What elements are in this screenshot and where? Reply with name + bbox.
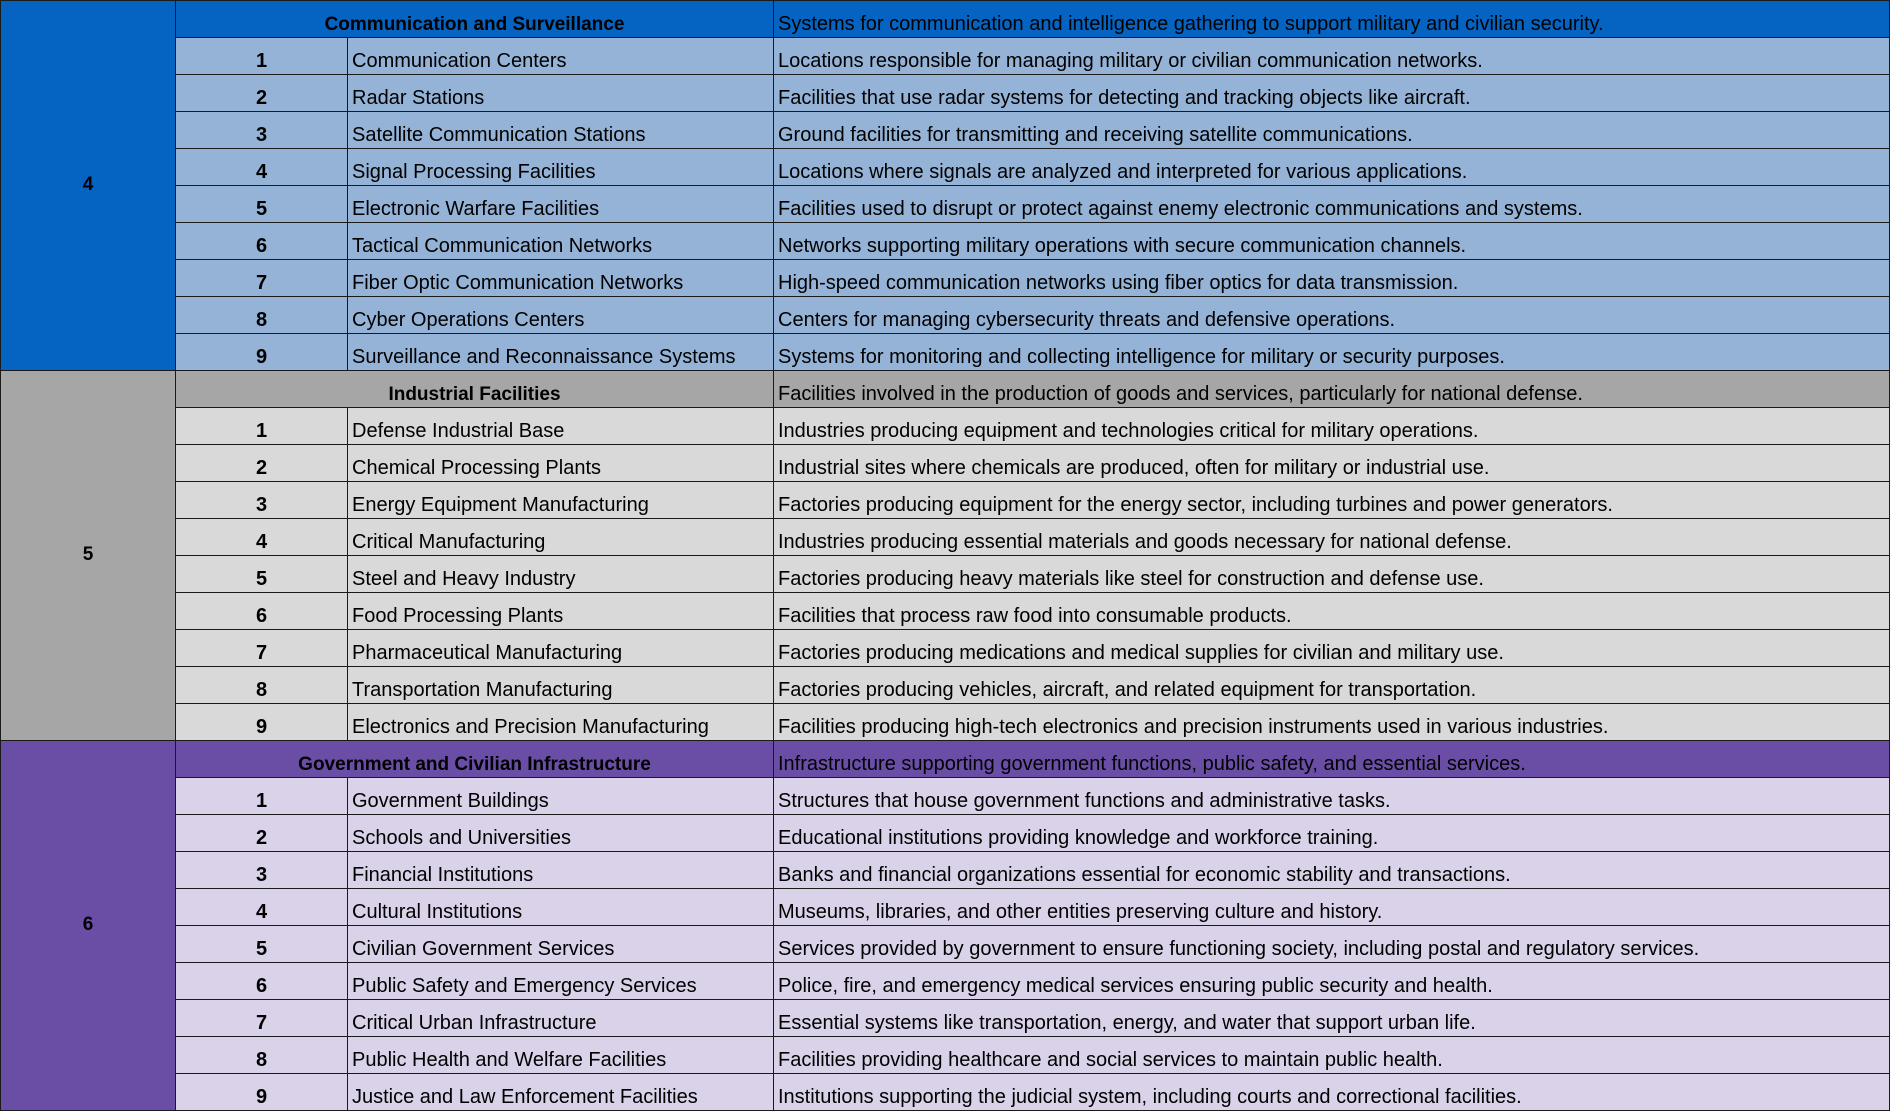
item-name-cell[interactable]: Public Health and Welfare Facilities	[348, 1037, 774, 1074]
item-name-cell[interactable]: Signal Processing Facilities	[348, 149, 774, 186]
group-id-cell[interactable]: 5	[1, 371, 176, 741]
item-description-cell[interactable]: Institutions supporting the judicial system, including courts and correctional facilities.	[774, 1074, 1890, 1111]
item-number-cell[interactable]: 9	[176, 704, 348, 741]
item-description-cell[interactable]: Centers for managing cybersecurity threats and defensive operations.	[774, 297, 1890, 334]
table-row	[1, 482, 1890, 519]
item-description-cell[interactable]: Locations responsible for managing military or civilian communication networks.	[774, 38, 1890, 75]
item-name-cell[interactable]: Transportation Manufacturing	[348, 667, 774, 704]
item-name-cell[interactable]: Public Safety and Emergency Services	[348, 963, 774, 1000]
item-description-cell[interactable]: Facilities used to disrupt or protect against enemy electronic communications and systems.	[774, 186, 1890, 223]
item-name-cell[interactable]: Critical Manufacturing	[348, 519, 774, 556]
group-description-cell[interactable]: Facilities involved in the production of goods and services, particularly for national defense.	[774, 371, 1890, 408]
table-row	[1, 1000, 1890, 1037]
item-number-cell[interactable]: 4	[176, 889, 348, 926]
item-number-cell[interactable]: 8	[176, 297, 348, 334]
item-number-cell[interactable]: 7	[176, 630, 348, 667]
table-row	[1, 38, 1890, 75]
table-row	[1, 556, 1890, 593]
table-row	[1, 223, 1890, 260]
group-id-cell[interactable]: 4	[1, 1, 176, 371]
group-description-cell[interactable]: Infrastructure supporting government functions, public safety, and essential services.	[774, 741, 1890, 778]
group-description-cell[interactable]: Systems for communication and intelligence gathering to support military and civilian security.	[774, 1, 1890, 38]
item-description-cell[interactable]: Industries producing essential materials and goods necessary for national defense.	[774, 519, 1890, 556]
item-number-cell[interactable]: 2	[176, 75, 348, 112]
item-name-cell[interactable]: Energy Equipment Manufacturing	[348, 482, 774, 519]
table-row	[1, 519, 1890, 556]
item-description-cell[interactable]: Systems for monitoring and collecting intelligence for military or security purposes.	[774, 334, 1890, 371]
item-name-cell[interactable]: Schools and Universities	[348, 815, 774, 852]
item-number-cell[interactable]: 6	[176, 963, 348, 1000]
table-row	[1, 593, 1890, 630]
table-row	[1, 630, 1890, 667]
item-description-cell[interactable]: Factories producing heavy materials like steel for construction and defense use.	[774, 556, 1890, 593]
table-row	[1, 1074, 1890, 1111]
table-row	[1, 704, 1890, 741]
item-description-cell[interactable]: Facilities producing high-tech electronics and precision instruments used in various industries.	[774, 704, 1890, 741]
item-description-cell[interactable]: Ground facilities for transmitting and receiving satellite communications.	[774, 112, 1890, 149]
item-number-cell[interactable]: 1	[176, 778, 348, 815]
item-description-cell[interactable]: Educational institutions providing knowledge and workforce training.	[774, 815, 1890, 852]
item-name-cell[interactable]: Surveillance and Reconnaissance Systems	[348, 334, 774, 371]
item-description-cell[interactable]: Factories producing vehicles, aircraft, and related equipment for transportation.	[774, 667, 1890, 704]
item-description-cell[interactable]: Factories producing equipment for the energy sector, including turbines and power generators.	[774, 482, 1890, 519]
item-number-cell[interactable]: 7	[176, 260, 348, 297]
table-row	[1, 186, 1890, 223]
item-name-cell[interactable]: Fiber Optic Communication Networks	[348, 260, 774, 297]
item-number-cell[interactable]: 6	[176, 593, 348, 630]
item-name-cell[interactable]: Financial Institutions	[348, 852, 774, 889]
item-number-cell[interactable]: 7	[176, 1000, 348, 1037]
item-number-cell[interactable]: 6	[176, 223, 348, 260]
table-row	[1, 149, 1890, 186]
item-number-cell[interactable]: 8	[176, 667, 348, 704]
item-number-cell[interactable]: 9	[176, 334, 348, 371]
table-row	[1, 926, 1890, 963]
item-description-cell[interactable]: Structures that house government functions and administrative tasks.	[774, 778, 1890, 815]
group-title-cell[interactable]: Industrial Facilities	[176, 371, 774, 408]
table-row	[1, 852, 1890, 889]
item-description-cell[interactable]: Facilities that use radar systems for detecting and tracking objects like aircraft.	[774, 75, 1890, 112]
item-number-cell[interactable]: 9	[176, 1074, 348, 1111]
item-name-cell[interactable]: Government Buildings	[348, 778, 774, 815]
group-header-row	[1, 1, 1890, 38]
item-number-cell[interactable]: 1	[176, 408, 348, 445]
item-name-cell[interactable]: Cultural Institutions	[348, 889, 774, 926]
item-name-cell[interactable]: Electronic Warfare Facilities	[348, 186, 774, 223]
table-row	[1, 667, 1890, 704]
item-name-cell[interactable]: Cyber Operations Centers	[348, 297, 774, 334]
table-row	[1, 1037, 1890, 1074]
item-name-cell[interactable]: Tactical Communication Networks	[348, 223, 774, 260]
item-description-cell[interactable]: High-speed communication networks using fiber optics for data transmission.	[774, 260, 1890, 297]
item-description-cell[interactable]: Facilities providing healthcare and social services to maintain public health.	[774, 1037, 1890, 1074]
item-name-cell[interactable]: Justice and Law Enforcement Facilities	[348, 1074, 774, 1111]
table-row	[1, 963, 1890, 1000]
item-number-cell[interactable]: 4	[176, 519, 348, 556]
item-number-cell[interactable]: 4	[176, 149, 348, 186]
item-description-cell[interactable]: Museums, libraries, and other entities preserving culture and history.	[774, 889, 1890, 926]
group-header-row	[1, 371, 1890, 408]
table-row	[1, 778, 1890, 815]
item-name-cell[interactable]: Radar Stations	[348, 75, 774, 112]
item-name-cell[interactable]: Pharmaceutical Manufacturing	[348, 630, 774, 667]
item-number-cell[interactable]: 5	[176, 556, 348, 593]
item-number-cell[interactable]: 2	[176, 445, 348, 482]
item-name-cell[interactable]: Communication Centers	[348, 38, 774, 75]
table-row	[1, 445, 1890, 482]
item-description-cell[interactable]: Police, fire, and emergency medical services ensuring public security and health.	[774, 963, 1890, 1000]
item-name-cell[interactable]: Food Processing Plants	[348, 593, 774, 630]
item-name-cell[interactable]: Steel and Heavy Industry	[348, 556, 774, 593]
item-number-cell[interactable]: 5	[176, 186, 348, 223]
table-row	[1, 815, 1890, 852]
table-row	[1, 889, 1890, 926]
table-row	[1, 112, 1890, 149]
item-description-cell[interactable]: Services provided by government to ensure functioning society, including postal and regulatory services.	[774, 926, 1890, 963]
item-number-cell[interactable]: 3	[176, 112, 348, 149]
item-description-cell[interactable]: Facilities that process raw food into consumable products.	[774, 593, 1890, 630]
item-name-cell[interactable]: Chemical Processing Plants	[348, 445, 774, 482]
table-row	[1, 408, 1890, 445]
table-row	[1, 260, 1890, 297]
group-header-row	[1, 741, 1890, 778]
item-description-cell[interactable]: Networks supporting military operations with secure communication channels.	[774, 223, 1890, 260]
item-name-cell[interactable]: Critical Urban Infrastructure	[348, 1000, 774, 1037]
table-row	[1, 334, 1890, 371]
item-description-cell[interactable]: Industries producing equipment and technologies critical for military operations.	[774, 408, 1890, 445]
item-description-cell[interactable]: Banks and financial organizations essential for economic stability and transactions.	[774, 852, 1890, 889]
item-number-cell[interactable]: 3	[176, 482, 348, 519]
item-number-cell[interactable]: 8	[176, 1037, 348, 1074]
group-title-cell[interactable]: Communication and Surveillance	[176, 1, 774, 38]
item-name-cell[interactable]: Satellite Communication Stations	[348, 112, 774, 149]
item-description-cell[interactable]: Locations where signals are analyzed and interpreted for various applications.	[774, 149, 1890, 186]
item-name-cell[interactable]: Civilian Government Services	[348, 926, 774, 963]
table-row	[1, 75, 1890, 112]
item-number-cell[interactable]: 3	[176, 852, 348, 889]
table-row	[1, 297, 1890, 334]
item-description-cell[interactable]: Factories producing medications and medical supplies for civilian and military use.	[774, 630, 1890, 667]
item-description-cell[interactable]: Essential systems like transportation, energy, and water that support urban life.	[774, 1000, 1890, 1037]
item-name-cell[interactable]: Electronics and Precision Manufacturing	[348, 704, 774, 741]
item-number-cell[interactable]: 5	[176, 926, 348, 963]
item-number-cell[interactable]: 1	[176, 38, 348, 75]
item-description-cell[interactable]: Industrial sites where chemicals are produced, often for military or industrial use.	[774, 445, 1890, 482]
group-title-cell[interactable]: Government and Civilian Infrastructure	[176, 741, 774, 778]
item-number-cell[interactable]: 2	[176, 815, 348, 852]
group-id-cell[interactable]: 6	[1, 741, 176, 1111]
item-name-cell[interactable]: Defense Industrial Base	[348, 408, 774, 445]
